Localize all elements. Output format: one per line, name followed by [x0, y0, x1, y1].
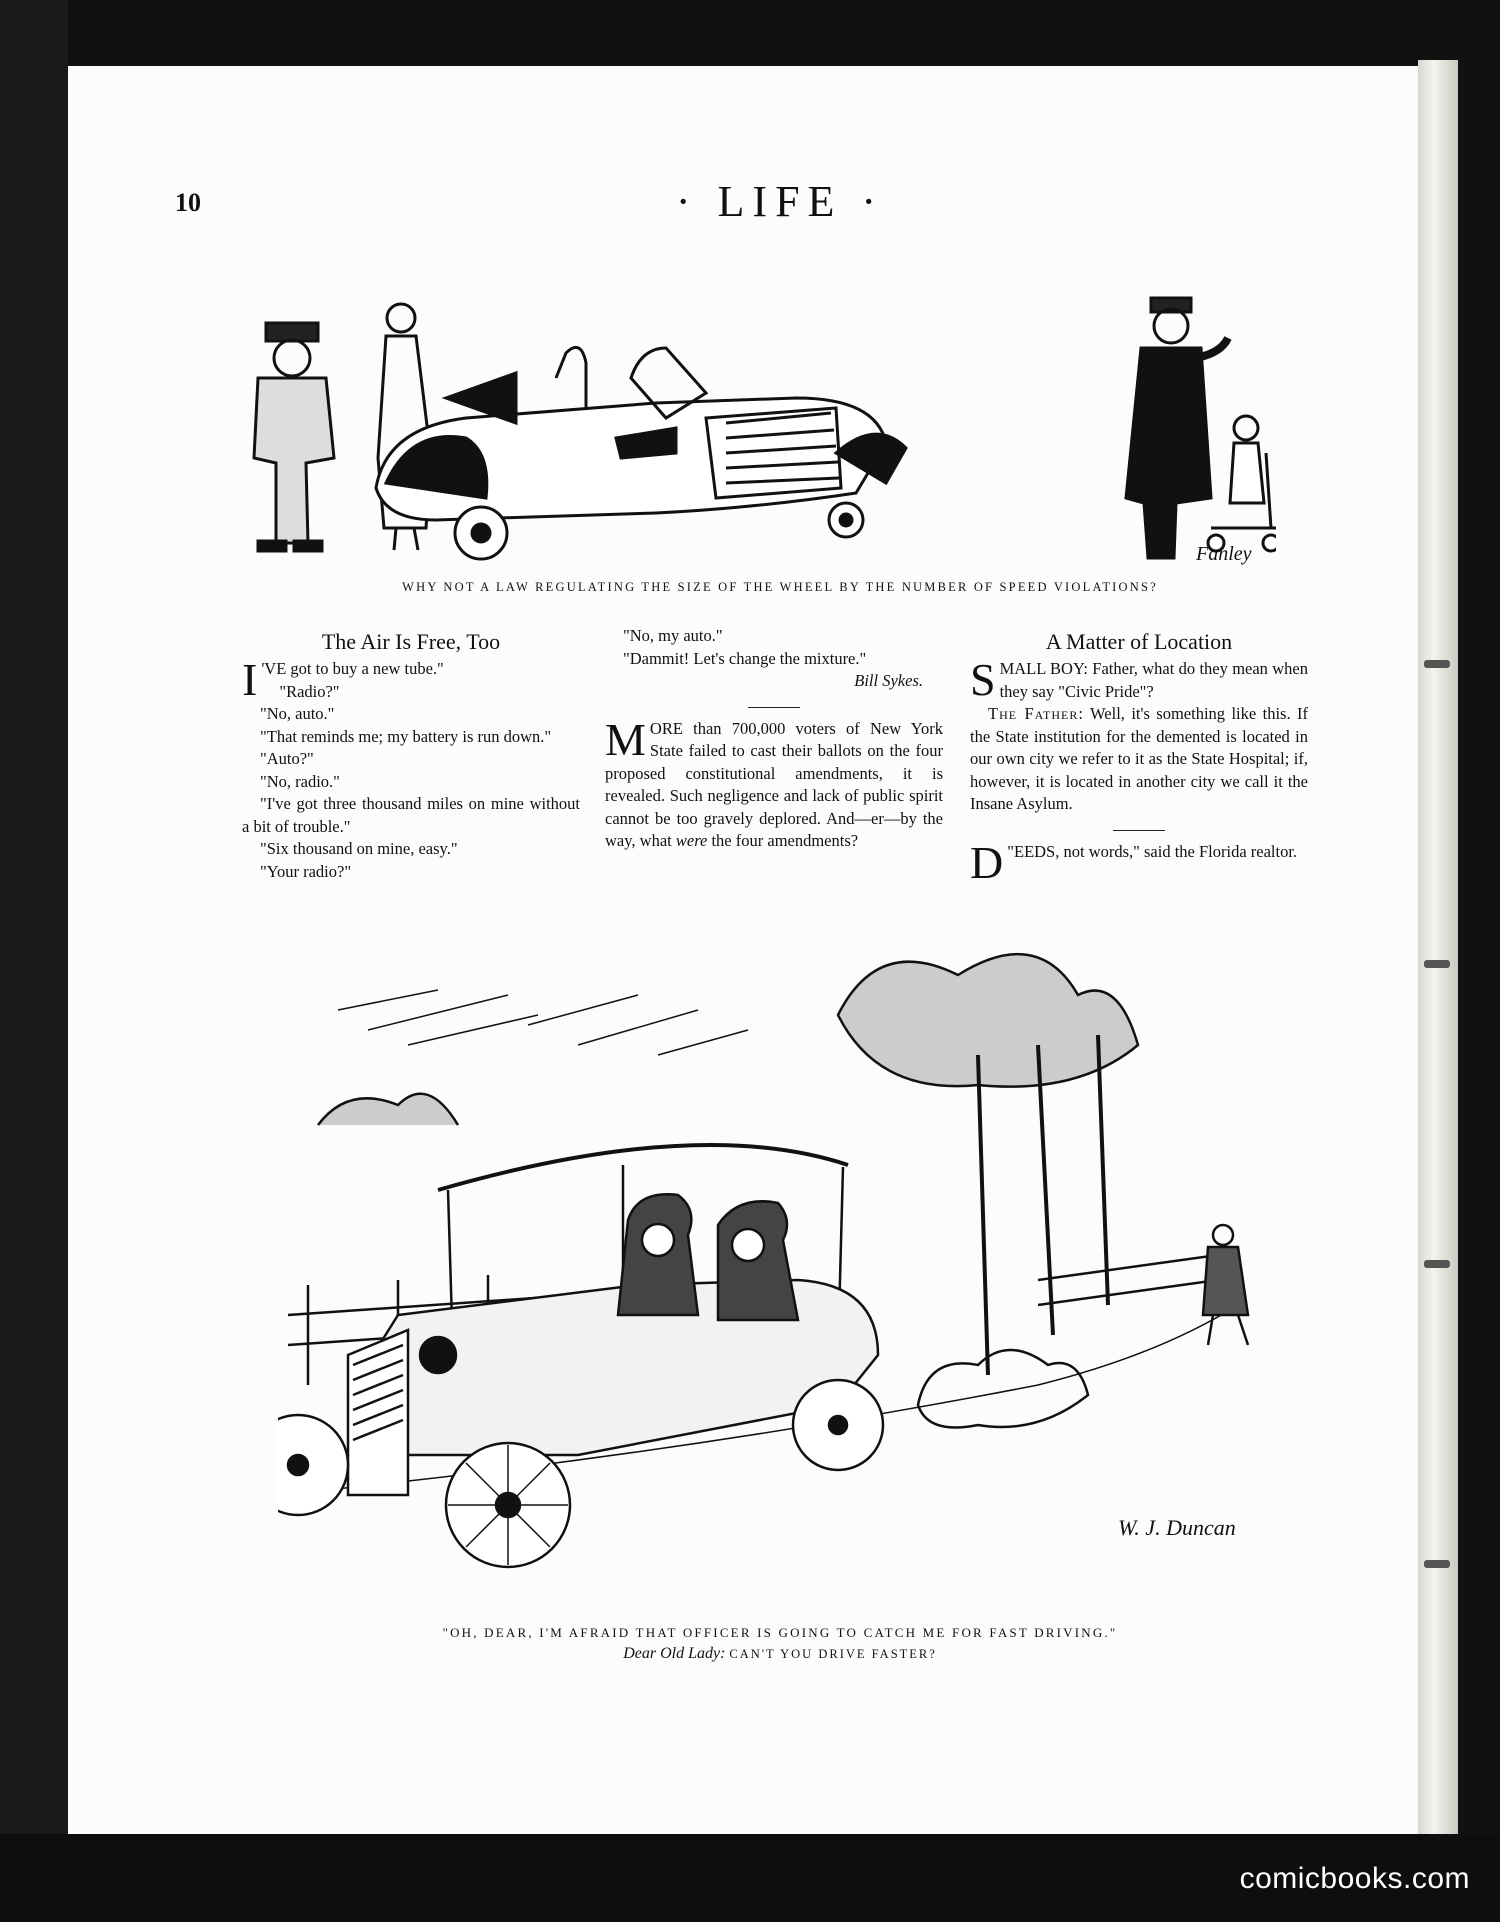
drop-cap-m: M — [605, 713, 646, 765]
binding-stitch — [1424, 960, 1450, 968]
article-title-matter-of-location: A Matter of Location — [1045, 629, 1233, 654]
article1-line: "No, radio." — [260, 771, 340, 791]
masthead-title: · LIFE · — [675, 177, 885, 226]
main-cartoon-illustration — [278, 935, 1278, 1575]
main-cartoon-caption-line2 — [200, 1645, 1360, 1663]
column-3 — [970, 625, 1308, 888]
article1-signature: Bill Sykes. — [854, 671, 923, 690]
divider-rule — [1113, 830, 1165, 831]
page-binding — [1418, 60, 1458, 1840]
article3-paragraph-1: SMALL BOY: Father, what do they mean when they say "Civic Pride"? — [970, 654, 1308, 705]
pursuing-officer — [1203, 1225, 1248, 1345]
article1-line: "Your radio?" — [260, 861, 352, 881]
racing-car — [376, 347, 906, 559]
article1-line: "Six thousand on mine, easy." — [260, 839, 458, 858]
watermark: comicbooks.com — [1239, 1862, 1470, 1895]
article1-line: "Radio?" — [279, 681, 340, 701]
binding-stitch — [1424, 1260, 1450, 1268]
divider-rule — [748, 707, 800, 708]
article1-line: "No, auto." — [260, 704, 335, 723]
article3-paragraph-2: The Father: Well, it's something like this. If the State institution for the demented is located in our own city we refer to it as the State Hospital; if, however, it is located in another city we call it the Insane Asylum. — [970, 704, 1308, 813]
child-on-scooter-figure — [1208, 416, 1276, 551]
top-cartoon-signature: Fanley — [1196, 543, 1252, 565]
article1-line: "Auto?" — [260, 749, 314, 768]
sky-hatching — [338, 990, 748, 1055]
scan-background-left — [0, 0, 68, 1922]
article1-line: "Dammit! Let's change the mixture." — [623, 648, 867, 668]
drop-cap-d: D — [970, 836, 1004, 888]
article1-line: I 'VE got to buy a new tube." — [242, 654, 444, 705]
caption-speaker: Dear Old Lady: — [623, 1645, 726, 1662]
article1-line: "I've got three thousand miles on mine without a bit of trouble." — [242, 794, 580, 836]
drop-cap-i: I — [242, 654, 258, 705]
main-cartoon-signature: W. J. Duncan — [1118, 1515, 1236, 1540]
binding-stitch — [1424, 660, 1450, 668]
binding-stitch — [1424, 1560, 1450, 1568]
model-t-car — [278, 1145, 883, 1567]
top-cartoon-caption: WHY NOT A LAW REGULATING THE SIZE OF THE WHEEL BY THE NUMBER OF SPEED VIOLATIONS? — [402, 580, 1158, 594]
article1-line: "That reminds me; my battery is run down." — [260, 726, 552, 746]
main-cartoon-caption-line1: "OH, DEAR, I'M AFRAID THAT OFFICER IS GOING TO CATCH ME FOR FAST DRIVING." — [442, 1625, 1118, 1640]
article2-paragraph: MORE than 700,000 voters of New York State failed to cast their ballots on the four proposed constitutional amendments, it is revealed. Such negligence and lack of public spirit cannot be too gravely deplored. And—er—by the way, what were the four amendments? — [605, 713, 943, 850]
top-cartoon-illustration — [236, 258, 1276, 578]
article1-line: "No, my auto." — [623, 626, 723, 645]
column-2 — [605, 625, 943, 853]
article-title-air-is-free: The Air Is Free, Too — [321, 629, 501, 654]
man-smoking-figure — [1126, 298, 1228, 558]
dust-cloud — [918, 1350, 1088, 1428]
drop-cap-s: S — [970, 654, 996, 705]
policeman-figure — [254, 323, 334, 551]
article4-paragraph: " D EEDS, not words," said the Florida realtor. — [970, 836, 1298, 888]
caption-reply: CAN'T YOU DRIVE FASTER? — [729, 1647, 937, 1661]
page-number: 10 — [175, 188, 201, 217]
column-1 — [242, 625, 580, 883]
